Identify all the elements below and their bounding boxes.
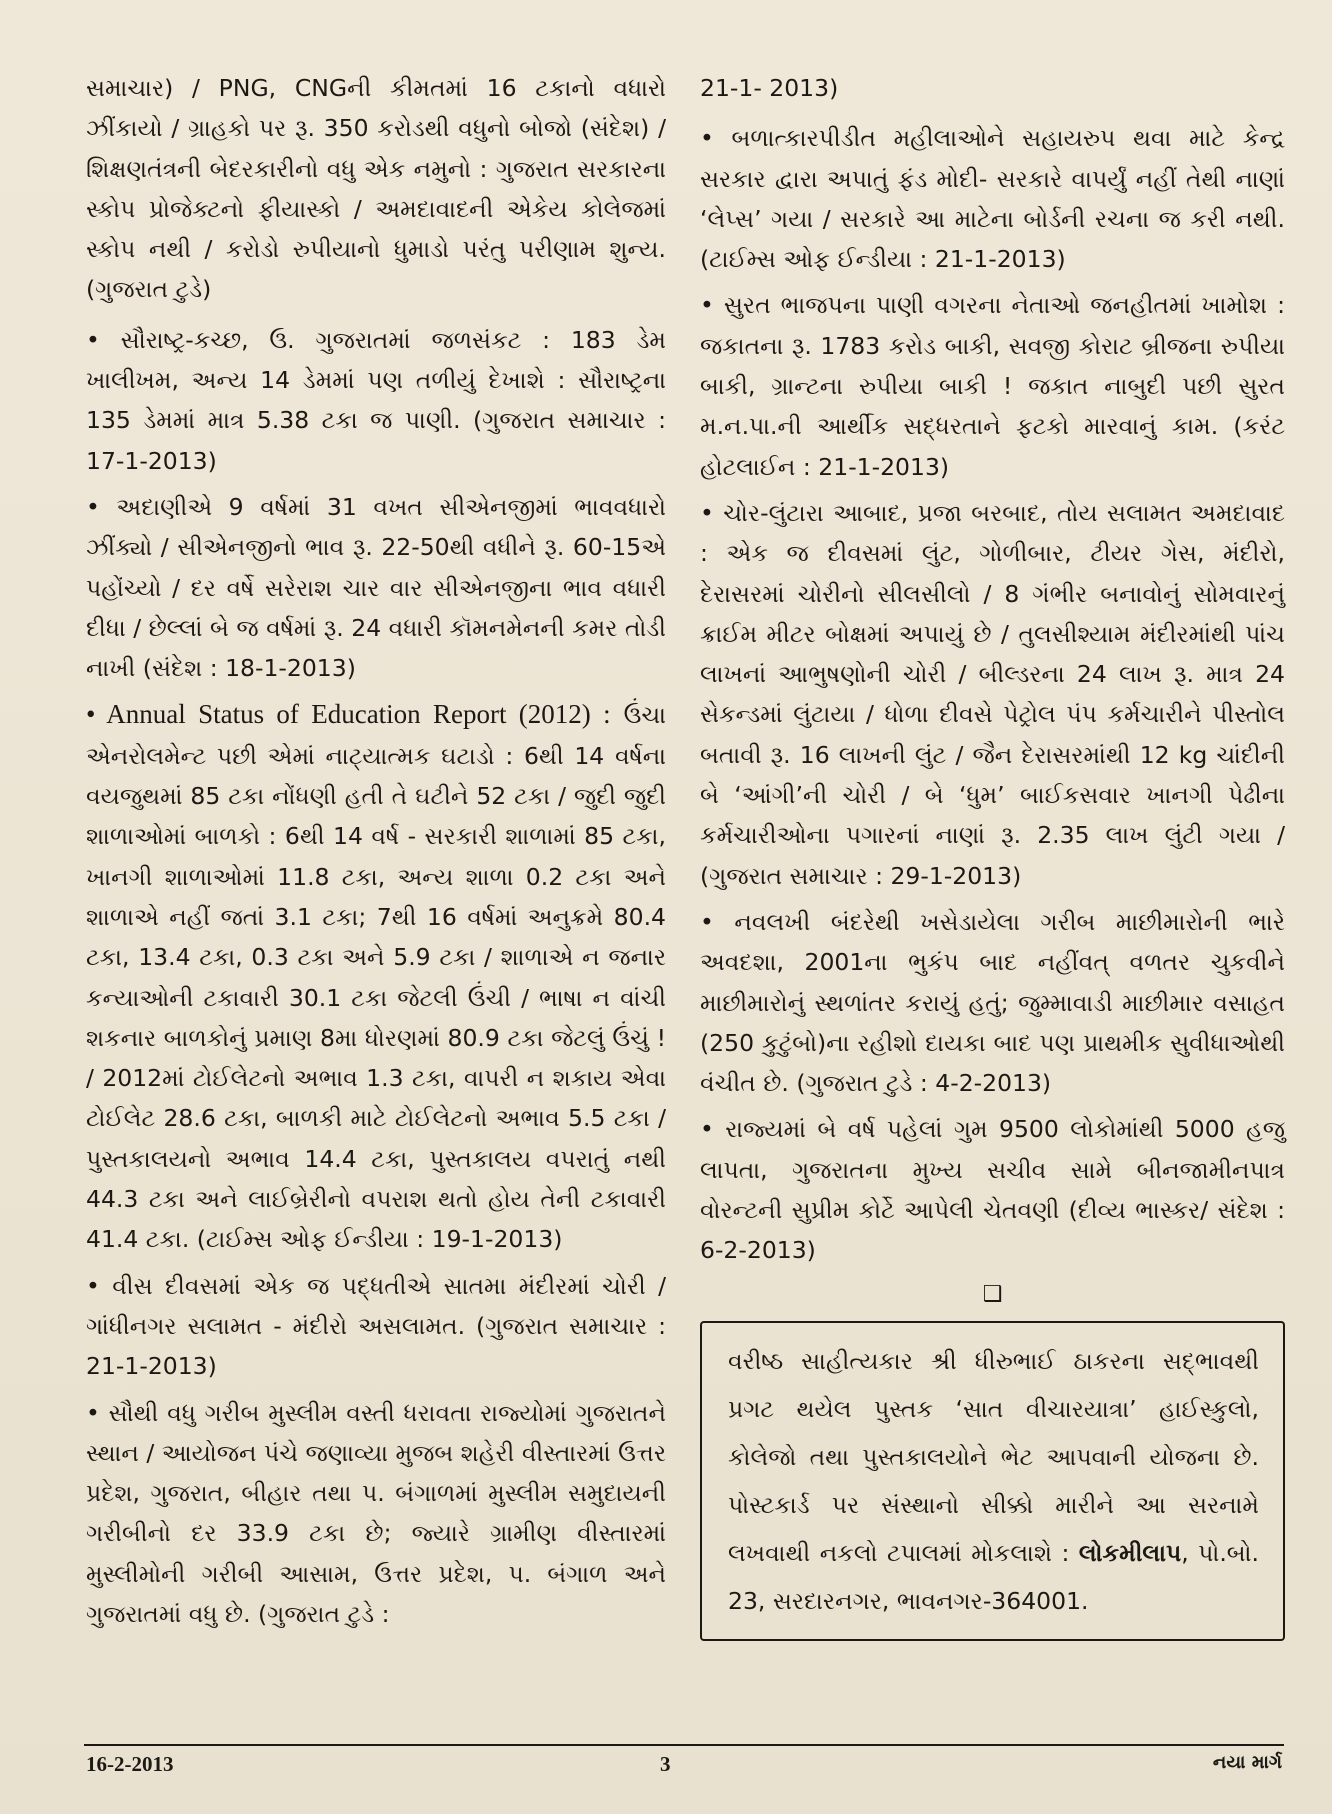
notice-address: , પો.બો. 23, સરદારનગર, ભાવનગર-364001. <box>728 1538 1259 1615</box>
magazine-name: નયા માર્ગ <box>1212 1752 1282 1773</box>
notice-publisher: લોકમીલાપ <box>1078 1538 1182 1567</box>
news-item-navlakhi-fishermen: • નવલખી બંદરેથી ખસેડાયેલા ગરીબ માછીમારોની ભારે અવદશા, 2001ના ભુકંપ બાદ નહીંવત્ વળતર ચુકવીને માછીમારોનું સ્થળાંતર કરાયું હતું; જુમ્માવાડી માછીમાર વસાહત (250 કુટુંબો)ના રહીશો દાયકા બાદ પણ પ્રાથમીક સુવીધાઓથી વંચીત છે. (ગુજરાત ટુડે : 4-2-2013) <box>700 907 1285 1098</box>
news-item-muslim-poverty: • સૌથી વધુ ગરીબ મુસ્લીમ વસ્તી ધરાવતા રાજ્યોમાં ગુજરાતને સ્થાન / આયોજન પંચે જણાવ્યા મુજબ શહેરી વીસ્તારમાં ઉત્તર પ્રદેશ, ગુજરાત, બીહાર તથા પ. બંગાળમાં મુસ્લીમ સમુદાયની ગરીબીનો દર 33.9 ટકા છે; જ્યારે ગ્રામીણ વીસ્તારમાં મુસ્લીમોની ગરીબી આસામ, ઉત્તર પ્રદેશ, પ. બંગાળ અને ગુજરાતમાં વધુ છે. (ગુજરાત ટુડે : <box>86 1398 666 1628</box>
news-item-temple-theft: • વીસ દીવસમાં એક જ પદ્ધતીએ સાતમા મંદીરમાં ચોરી / ગાંધીનગર સલામત - મંદીરો અસલામત. (ગુજરાત સમાચાર : 21-1-2013) <box>86 1271 666 1381</box>
news-item-adani-cng: • અદાણીએ 9 વર્ષમાં 31 વખત સીએનજીમાં ભાવવધારો ઝીંક્યો / સીએનજીનો ભાવ રૂ. 22-50થી વધીને રૂ. 60-15એ પહોંચ્યો / દર વર્ષે સરેરાશ ચાર વાર સીએનજીના ભાવ વધારી દીધા / છેલ્લાં બે જ વર્ષમાં રૂ. 24 વધારી કૉમનમેનની કમર તોડી નાખી (સંદેશ : 18-1-2013) <box>86 492 666 683</box>
footer-date: 16-2-2013 <box>86 1752 174 1776</box>
right-column <box>700 68 1285 1641</box>
footer-divider <box>84 1744 1284 1746</box>
citation-continuation: 21-1- 2013) <box>700 74 839 102</box>
left-column <box>86 68 666 1640</box>
article-end-mark: ❑ <box>982 1281 1003 1307</box>
aser-report-heading: • Annual Status of Education Report (2012) : <box>86 699 611 730</box>
news-item-saurashtra-water: • સૌરાષ્ટ્ર-કચ્છ, ઉ. ગુજરાતમાં જળસંકટ : 183 ડેમ ખાલીખમ, અન્ય 14 ડેમમાં પણ તળીયું દેખાશે : સૌરાષ્ટ્રના 135 ડેમમાં માત્ર 5.38 ટકા જ પાણી. (ગુજરાત સમાચાર : 17-1-2013) <box>86 325 666 475</box>
aser-report-body: ઉંચા એનરોલમેન્ટ પછી એમાં નાટ્યાત્મક ઘટાડો : 6થી 14 વર્ષના વયજુથમાં 85 ટકા નોંધણી હતી તે ઘટીને 52 ટકા / જુદી જુદી શાળાઓમાં બાળકો : 6થી 14 વર્ષ - સરકારી શાળામાં 85 ટકા, ખાનગી શાળાઓમાં 11.8 ટકા, અન્ય શાળા 0.2 ટકા અને શાળાએ નહીં જતાં 3.1 ટકા; 7થી 16 વર્ષમાં અનુક્રમે 80.4 ટકા, 13.4 ટકા, 0.3 ટકા અને 5.9 ટકા / શાળાએ ન જનાર કન્યાઓની ટકાવારી 30.1 ટકા જેટલી ઉંચી / ભાષા ન વાંચી શકનાર બાળકોનું પ્રમાણ 8મા ધોરણમાં 80.9 ટકા જેટલું ઉંચું ! / 2012માં ટોઈલેટનો અભાવ 1.3 ટકા, વાપરી ન શકાય એવા ટોઈલેટ 28.6 ટકા, બાળકી માટે ટોઈલેટનો અભાવ 5.5 ટકા / પુસ્તકાલયનો અભાવ 14.4 ટકા, પુસ્તકાલય વપરાતું નથી 44.3 ટકા અને લાઈબ્રેરીનો વપરાશ થતો હોય તેની ટકાવારી 41.4 ટકા. (ટાઈમ્સ ઓફ ઈન્ડીયા : 19-1-2013) <box>86 701 666 1254</box>
book-offer-notice <box>700 1321 1285 1641</box>
article-continuation: સમાચાર) / PNG, CNGની કીમતમાં 16 ટકાનો વધારો ઝીંકાયો / ગ્રાહકો પર રૂ. 350 કરોડથી વધુનો બોજો (સંદેશ) / શિક્ષણતંત્રની બેદરકારીનો વધુ એક નમુનો : ગુજરાત સરકારના સ્કોપ પ્રોજેક્ટનો ફીયાસ્કો / અમદાવાદની એકેય કોલેજમાં સ્કોપ નથી / કરોડો રુપીયાનો ધુમાડો પરંતુ પરીણામ શુન્ય. (ગુજરાત ટુડે) <box>86 74 666 304</box>
news-item-ahmedabad-crime: • ચોર-લુંટારા આબાદ, પ્રજા બરબાદ, તોય સલામત અમદાવાદ : એક જ દીવસમાં લુંટ, ગોળીબાર, ટીયર ગેસ, મંદીરો, દેરાસરમાં ચોરીનો સીલસીલો / 8 ગંભીર બનાવોનું સોમવારનું ક્રાઈમ મીટર બોક્ષમાં અપાયું છે / તુલસીશ્યામ મંદીરમાંથી પાંચ લાખનાં આભુષણોની ચોરી / બીલ્ડરના 24 લાખ રૂ. માત્ર 24 સેકન્ડમાં લુંટાયા / ધોળા દીવસે પેટ્રોલ પંપ કર્મચારીને પીસ્તોલ બતાવી રૂ. 16 લાખની લુંટ / જૈન દેરાસરમાંથી 12 kg ચાંદીની બે ‘આંગી’ની ચોરી / બે ‘ધુમ’ બાઈકસવાર ખાનગી પેઢીના કર્મચારીઓના પગારનાં નાણાં રૂ. 2.35 લાખ લુંટી ગયા / (ગુજરાત સમાચાર : 29-1-2013) <box>700 498 1285 890</box>
news-item-surat-octroi: • સુરત ભાજપના પાણી વગરના નેતાઓ જનહીતમાં ખામોશ : જકાતના રૂ. 1783 કરોડ બાકી, સવજી કોરાટ બ્રીજના રુપીયા બાકી, ગ્રાન્ટના રુપીયા બાકી ! જકાત નાબુદી પછી સુરત મ.ન.પા.ની આર્થીક સદ્ધરતાને ફટકો મારવાનું કામ. (કરંટ હોટલાઈન : 21-1-2013) <box>700 291 1285 481</box>
page-number: 3 <box>660 1752 671 1776</box>
news-item-missing-people: • રાજ્યમાં બે વર્ષ પહેલાં ગુમ 9500 લોકોમાંથી 5000 હજુ લાપતા, ગુજરાતના મુખ્ય સચીવ સામે બીનજામીનપાત્ર વોરન્ટની સુપ્રીમ કોર્ટે આપેલી ચેતવણી (દીવ્ય ભાસ્કર/ સંદેશ : 6-2-2013) <box>700 1115 1285 1265</box>
news-item-aser-report <box>86 694 666 1259</box>
news-item-rape-victim-fund: • બળાત્કારપીડીત મહીલાઓને સહાયરુપ થવા માટે કેન્દ્ર સરકાર દ્વારા અપાતું ફંડ મોદી- સરકારે વાપર્યું નહીં તેથી નાણાં ‘લેપ્સ’ ગયા / સરકારે આ માટેના બોર્ડની રચના જ કરી નથી. (ટાઈમ્સ ઓફ ઈન્ડીયા : 21-1-2013) <box>700 124 1285 274</box>
notice-text: વરીષ્ઠ સાહીત્યકાર શ્રી ધીરુભાઈ ઠાકરના સદ્ભાવથી પ્રગટ થયેલ પુસ્તક ‘સાત વીચારયાત્રા’ હાઈસ્કુલો, કોલેજો તથા પુસ્તકાલયોને ભેટ આપવાની યોજના છે. પોસ્ટકાર્ડ પર સંસ્થાનો સીક્કો મારીને આ સરનામે લખવાથી નકલો ટપાલમાં મોકલાશે : <box>728 1346 1259 1567</box>
